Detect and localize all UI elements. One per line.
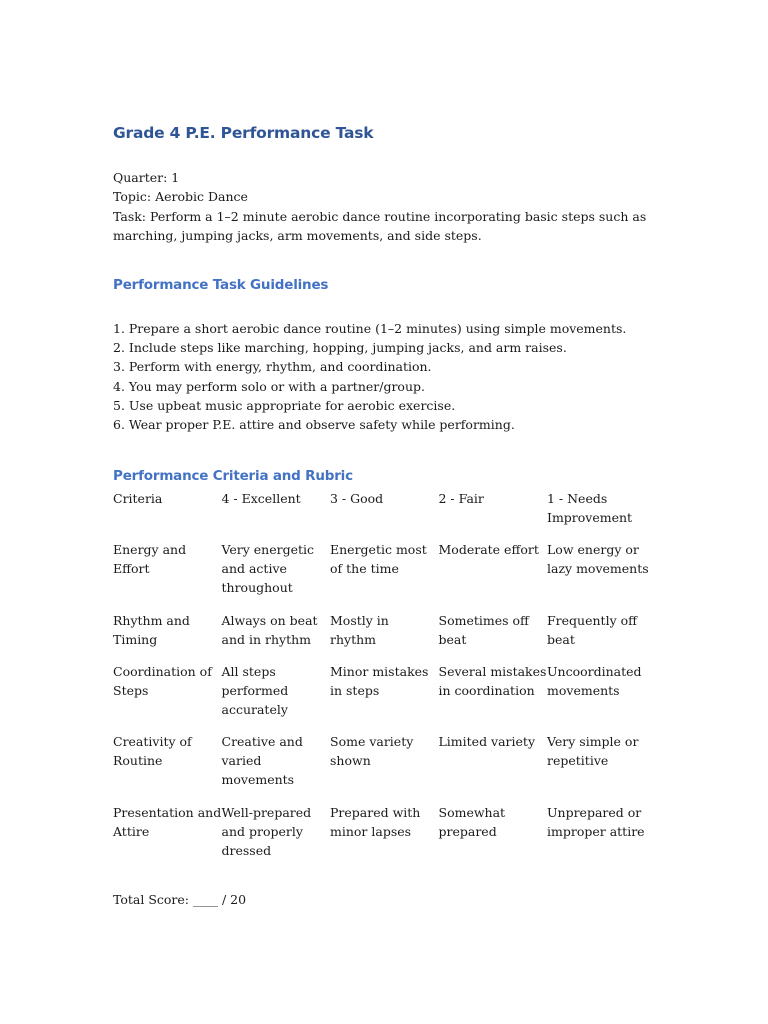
table-cell: Very energetic and active throughout: [221, 542, 315, 596]
guideline-item: 4. You may perform solo or with a partner/group.: [113, 378, 425, 394]
guideline-item: 3. Perform with energy, rhythm, and coordination.: [113, 359, 432, 375]
guideline-item: 2. Include steps like marching, hopping, jumping jacks, and arm raises.: [113, 340, 567, 356]
rubric-header-row: [113, 489, 656, 540]
guidelines-list: [113, 319, 673, 434]
criteria-cell: Energy and Effort: [113, 542, 187, 577]
column-header: 1 - Needs Improvement: [547, 491, 633, 526]
criteria-cell: Creativity of Routine: [113, 734, 192, 769]
table-cell: Limited variety: [438, 734, 536, 749]
criteria-cell: Coordination of Steps: [113, 663, 212, 698]
rubric-heading: Performance Criteria and Rubric: [113, 468, 353, 484]
guidelines-heading: Performance Task Guidelines: [113, 277, 329, 293]
table-cell: Energetic most of the time: [330, 542, 427, 577]
criteria-cell: Presentation and Attire: [113, 804, 222, 839]
table-row: [113, 803, 656, 874]
table-cell: Moderate effort: [438, 542, 539, 557]
table-cell: Uncoordinated movements: [547, 663, 642, 698]
column-header: 4 - Excellent: [221, 491, 301, 506]
task-info: [113, 168, 653, 245]
table-row: [113, 611, 656, 662]
table-row: [113, 662, 656, 733]
table-cell: Somewhat prepared: [438, 804, 506, 839]
table-cell: Several mistakes in coordination: [438, 663, 547, 698]
table-cell: Unprepared or improper attire: [547, 804, 645, 839]
table-cell: Mostly in rhythm: [330, 612, 389, 647]
table-cell: Well-prepared and properly dressed: [221, 804, 312, 858]
guideline-item: 5. Use upbeat music appropriate for aerobic exercise.: [113, 397, 456, 413]
table-row: [113, 732, 656, 803]
table-cell: Very simple or repetitive: [547, 734, 639, 769]
document-title: Grade 4 P.E. Performance Task: [113, 124, 374, 142]
criteria-cell: Rhythm and Timing: [113, 612, 190, 647]
table-cell: Always on beat and in rhythm: [221, 612, 318, 647]
column-header: 2 - Fair: [438, 491, 484, 506]
task-description: Task: Perform a 1–2 minute aerobic dance routine incorporating basic steps such as marching, jumping jacks, arm movements, and side steps.: [113, 208, 647, 243]
table-cell: Low energy or lazy movements: [547, 542, 649, 577]
table-row: [113, 540, 656, 611]
rubric-table: [113, 489, 656, 873]
topic-line: Topic: Aerobic Dance: [113, 189, 248, 205]
column-header: Criteria: [113, 491, 163, 506]
table-cell: Minor mistakes in steps: [330, 663, 429, 698]
table-cell: All steps performed accurately: [221, 663, 289, 717]
total-score: Total Score: ____ / 20: [113, 892, 247, 907]
guideline-item: 1. Prepare a short aerobic dance routine (1–2 minutes) using simple movements.: [113, 321, 627, 336]
table-cell: Prepared with minor lapses: [330, 804, 421, 839]
table-cell: Creative and varied movements: [221, 734, 303, 788]
guideline-item: 6. Wear proper P.E. attire and observe safety while performing.: [113, 417, 515, 433]
table-cell: Sometimes off beat: [438, 612, 529, 647]
table-cell: Some variety shown: [330, 734, 414, 769]
table-cell: Frequently off beat: [547, 612, 638, 647]
quarter-line: Quarter: 1: [113, 170, 180, 185]
column-header: 3 - Good: [330, 491, 384, 506]
